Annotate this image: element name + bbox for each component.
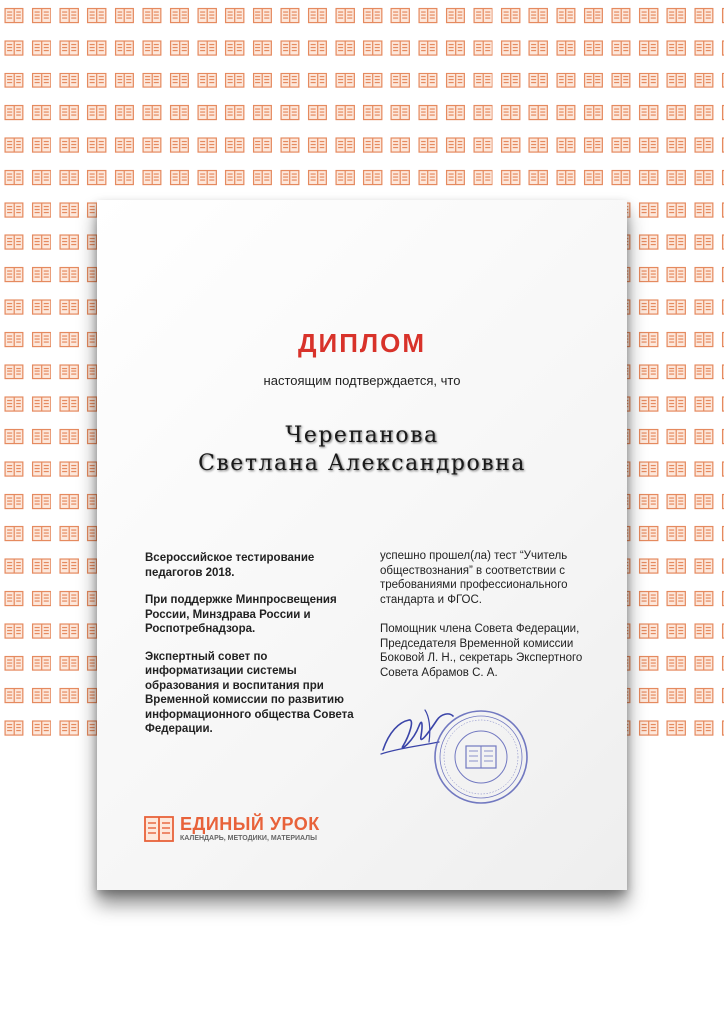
logo-tagline: КАЛЕНДАРЬ, МЕТОДИКИ, МАТЕРИАЛЫ bbox=[180, 835, 317, 842]
left-column bbox=[145, 551, 365, 750]
logo-name: ЕДИНЫЙ УРОК bbox=[180, 814, 320, 834]
right-column bbox=[380, 549, 615, 695]
left-paragraph: Всероссийское тестирование педагогов 2018. bbox=[145, 552, 315, 579]
right-paragraph: Помощник члена Совета Федерации, Председателя Временной комиссии Боковой Л. Н., секретарь Экспертного Совета Абрамов С. А. bbox=[380, 623, 583, 679]
left-paragraph: При поддержке Минпросвещения России, Минздрава России и Роспотребнадзора. bbox=[145, 594, 337, 635]
recipient-name bbox=[97, 422, 627, 478]
left-paragraph: Экспертный совет по информатизации системы образования и воспитания при Временной комиссии по развитию информационного общества Совета Федерации. bbox=[145, 650, 354, 735]
diploma-title: ДИПЛОМ bbox=[297, 328, 427, 358]
diploma-subtitle: настоящим подтверждается, что bbox=[263, 373, 461, 388]
logo bbox=[144, 812, 394, 848]
book-icon bbox=[144, 816, 174, 842]
seal-icon bbox=[432, 708, 530, 806]
diploma-sheet bbox=[97, 200, 627, 890]
recipient-surname: Черепанова bbox=[285, 423, 439, 448]
right-paragraph: успешно прошел(ла) тест “Учитель обществознания” в соответствии с требованиями профессионального стандарта и ФГОС. bbox=[380, 550, 568, 606]
recipient-given-names: Светлана Александровна bbox=[198, 451, 526, 476]
